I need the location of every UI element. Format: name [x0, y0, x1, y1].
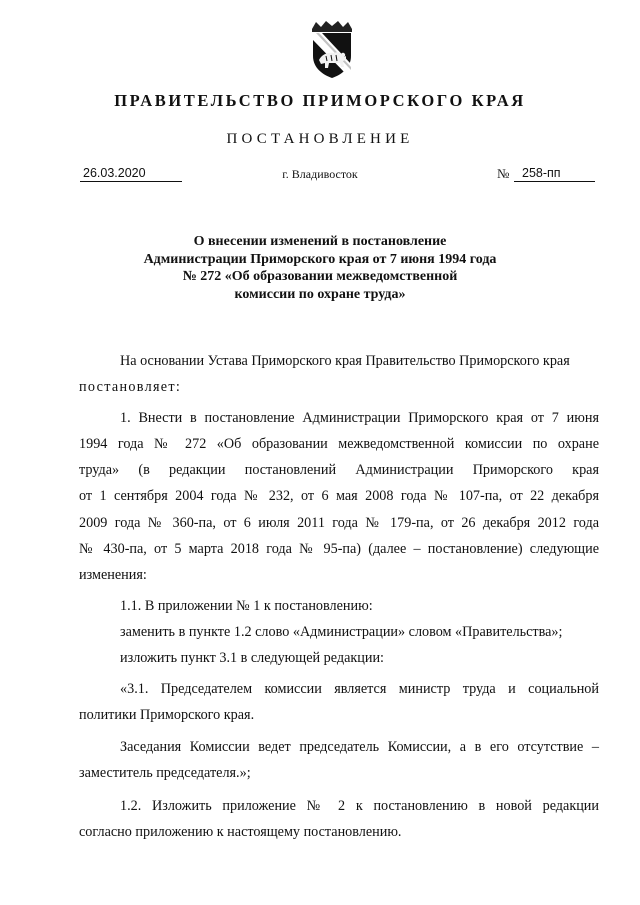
document-type: ПОСТАНОВЛЕНИЕ [226, 131, 414, 147]
document-city: г. Владивосток [282, 167, 358, 181]
body-line: заместитель председателя.»; [79, 765, 251, 782]
body-line: 1.1. В приложении № 1 к постановлению: [120, 597, 373, 614]
heading-line: Администрации Приморского края от 7 июня 1994 года [143, 251, 497, 267]
document-heading [0, 233, 640, 303]
body-line: изложить пункт 3.1 в следующей редакции: [120, 650, 384, 667]
body-line: заменить в пункте 1.2 слово «Администрации» словом «Правительства»; [120, 623, 563, 640]
heading-line: № 272 «Об образовании межведомственной [182, 269, 458, 284]
body-line: № 430-па, от 5 марта 2018 года № 95-па) (далее – постановление) следующие [79, 541, 599, 558]
body-line: «3.1. Председателем комиссии является министр труда и социальной [120, 680, 599, 697]
body-line: На основании Устава Приморского края Правительство Приморского края [120, 353, 570, 369]
heading-line: О внесении изменений в постановление [193, 234, 447, 249]
document-number: 258-пп [514, 164, 595, 182]
document-date: 26.03.2020 [80, 164, 182, 182]
body-line: изменения: [79, 567, 147, 584]
body-line: политики Приморского края. [79, 706, 255, 723]
body-line: 2009 года № 360-па, от 6 июля 2011 года № 179-па, от 26 декабря 2012 года [79, 514, 599, 531]
heading-line: комиссии по охране труда» [234, 286, 406, 302]
body-line: 1994 года № 272 «Об образовании межведомственной комиссии по охране [79, 435, 599, 452]
document-body [79, 348, 599, 845]
body-line: постановляет: [79, 379, 182, 396]
number-sign: № [497, 166, 510, 181]
body-line: Заседания Комиссии ведет председатель Комиссии, а в его отсутствие – [120, 739, 599, 756]
body-line: труда» (в редакции постановлений Администрации Приморского края [79, 462, 599, 479]
body-line: от 1 сентября 2004 года № 232, от 6 мая 2008 года № 107-па, от 22 декабря [79, 488, 599, 505]
government-title: ПРАВИТЕЛЬСТВО ПРИМОРСКОГО КРАЯ [114, 91, 526, 110]
body-line: согласно приложению к настоящему постановлению. [79, 824, 402, 841]
body-line: 1.2. Изложить приложение № 2 к постановлению в новой редакции [120, 797, 599, 814]
body-line: 1. Внести в постановление Администрации Приморского края от 7 июня [120, 409, 599, 426]
primorsky-krai-coat-of-arms-icon [304, 20, 360, 80]
